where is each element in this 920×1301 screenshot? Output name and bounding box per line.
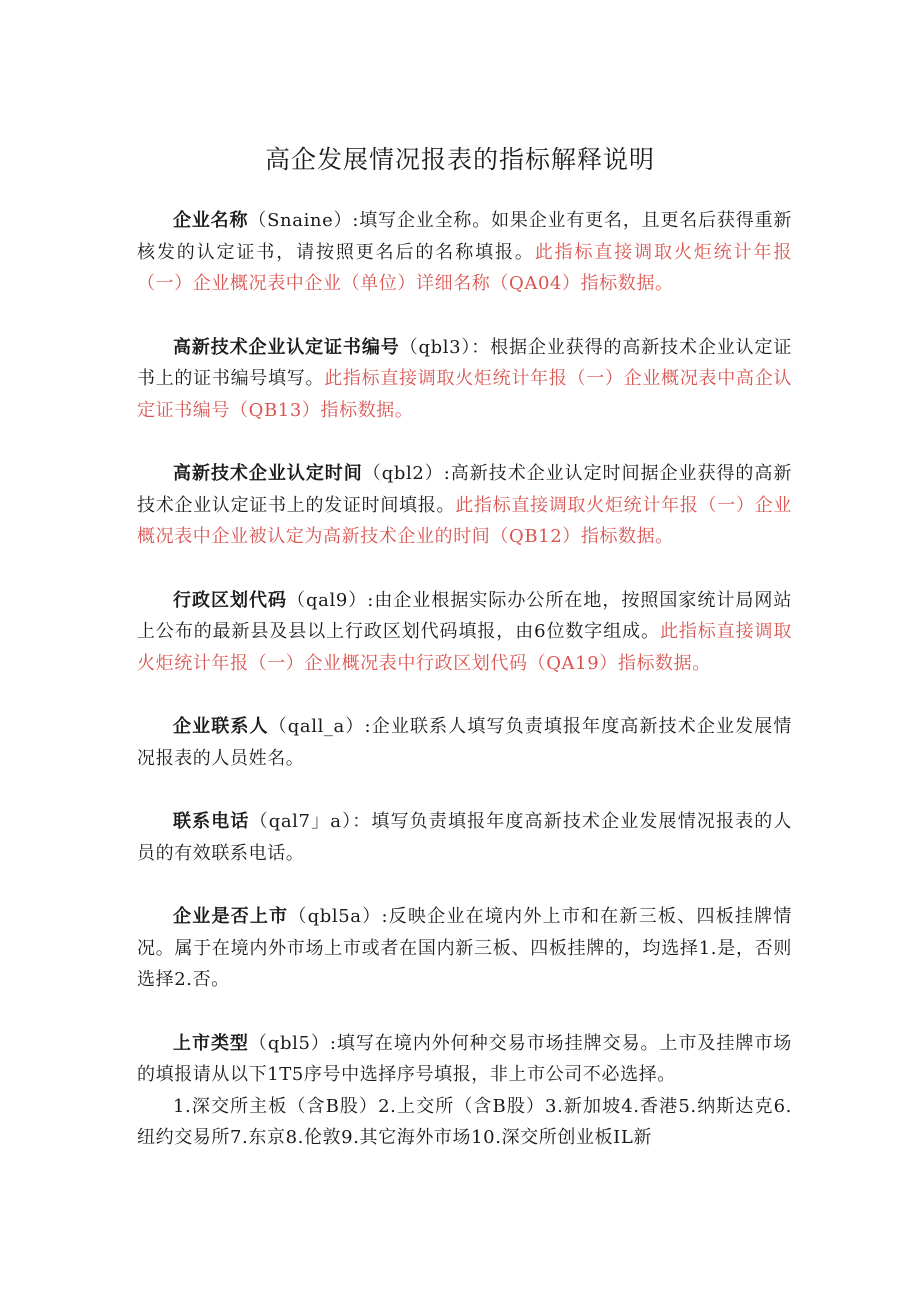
entry-desc: （qbl3）：根据企业获得的高新技术企业认定证书上的证书编号填写。 [137, 336, 792, 389]
entries-list [137, 205, 792, 1154]
entry-term: 高新技术企业认定证书编号 [173, 336, 400, 358]
entry-enterprise-name [137, 205, 792, 300]
entry-desc: （qbl2）:高新技术企业认定时间据企业获得的高新技术企业认定证书上的发证时间填报。 [137, 463, 792, 516]
entry-note: 此指标直接调取火炬统计年报（一）企业概况表中企业（单位）详细名称（QA04）指标数据。 [137, 241, 792, 294]
document-title: 高企发展情况报表的指标解释说明 [264, 145, 655, 174]
entry-contact-phone [137, 806, 792, 869]
entry-desc: （Snaine）:填写企业全称。如果企业有更名，且更名后获得重新核发的认定证书，请按照更名后的名称填报。 [137, 210, 792, 263]
entry-note: 此指标直接调取火炬统计年报（一）企业概况表中行政区划代码（QA19）指标数据。 [137, 621, 792, 674]
entry-term: 上市类型 [173, 1032, 249, 1054]
entry-certification-date [137, 458, 792, 553]
entry-term: 企业名称 [173, 210, 249, 231]
entry-term: 行政区划代码 [173, 589, 288, 611]
entry-region-code [137, 585, 792, 680]
entry-desc: （qal9）:由企业根据实际办公所在地，按照国家统计局网站上公布的最新县及县以上行政区划代码填报，由6位数字组成。 [137, 589, 792, 642]
entry-desc: （qal7」a）：填写负责填报年度高新技术企业发展情况报表的人员的有效联系电话。 [137, 811, 792, 864]
market-list: 1.深交所主板（含B股）2.上交所（含B股）3.新加坡4.香港5.纳斯达克6.纽约交易所7.东京8.伦敦9.其它海外市场10.深交所创业板IL新 [137, 1095, 792, 1148]
entry-term: 高新技术企业认定时间 [173, 463, 363, 484]
entry-note: 此指标直接调取火炬统计年报（一）企业概况表中高企认定证书编号（QB13）指标数据。 [137, 368, 793, 421]
entry-contact-person [137, 711, 792, 774]
entry-listing-type [137, 1028, 792, 1091]
entry-is-listed [137, 901, 792, 996]
entry-term: 企业联系人 [173, 716, 269, 737]
entry-term: 联系电话 [173, 811, 250, 832]
entry-term: 企业是否上市 [173, 906, 289, 927]
entry-certificate-number [137, 332, 792, 427]
entry-desc: （qbl5a）:反映企业在境内外上市和在新三板、四板挂牌情况。属于在境内外市场上市或者在国内新三板、四板挂牌的，均选择1.是，否则选择2.否。 [137, 906, 792, 990]
entry-desc: （qall_a）:企业联系人填写负责填报年度高新技术企业发展情况报表的人员姓名。 [137, 716, 792, 769]
entry-note: 此指标直接调取火炬统计年报（一）企业概况表中企业被认定为高新技术企业的时间（QB12）指标数据。 [137, 494, 792, 547]
entry-desc: （qbl5）:填写在境内外何种交易市场挂牌交易。上市及挂牌市场的填报请从以下1T5序号中选择序号填报，非上市公司不必选择。 [137, 1032, 792, 1085]
